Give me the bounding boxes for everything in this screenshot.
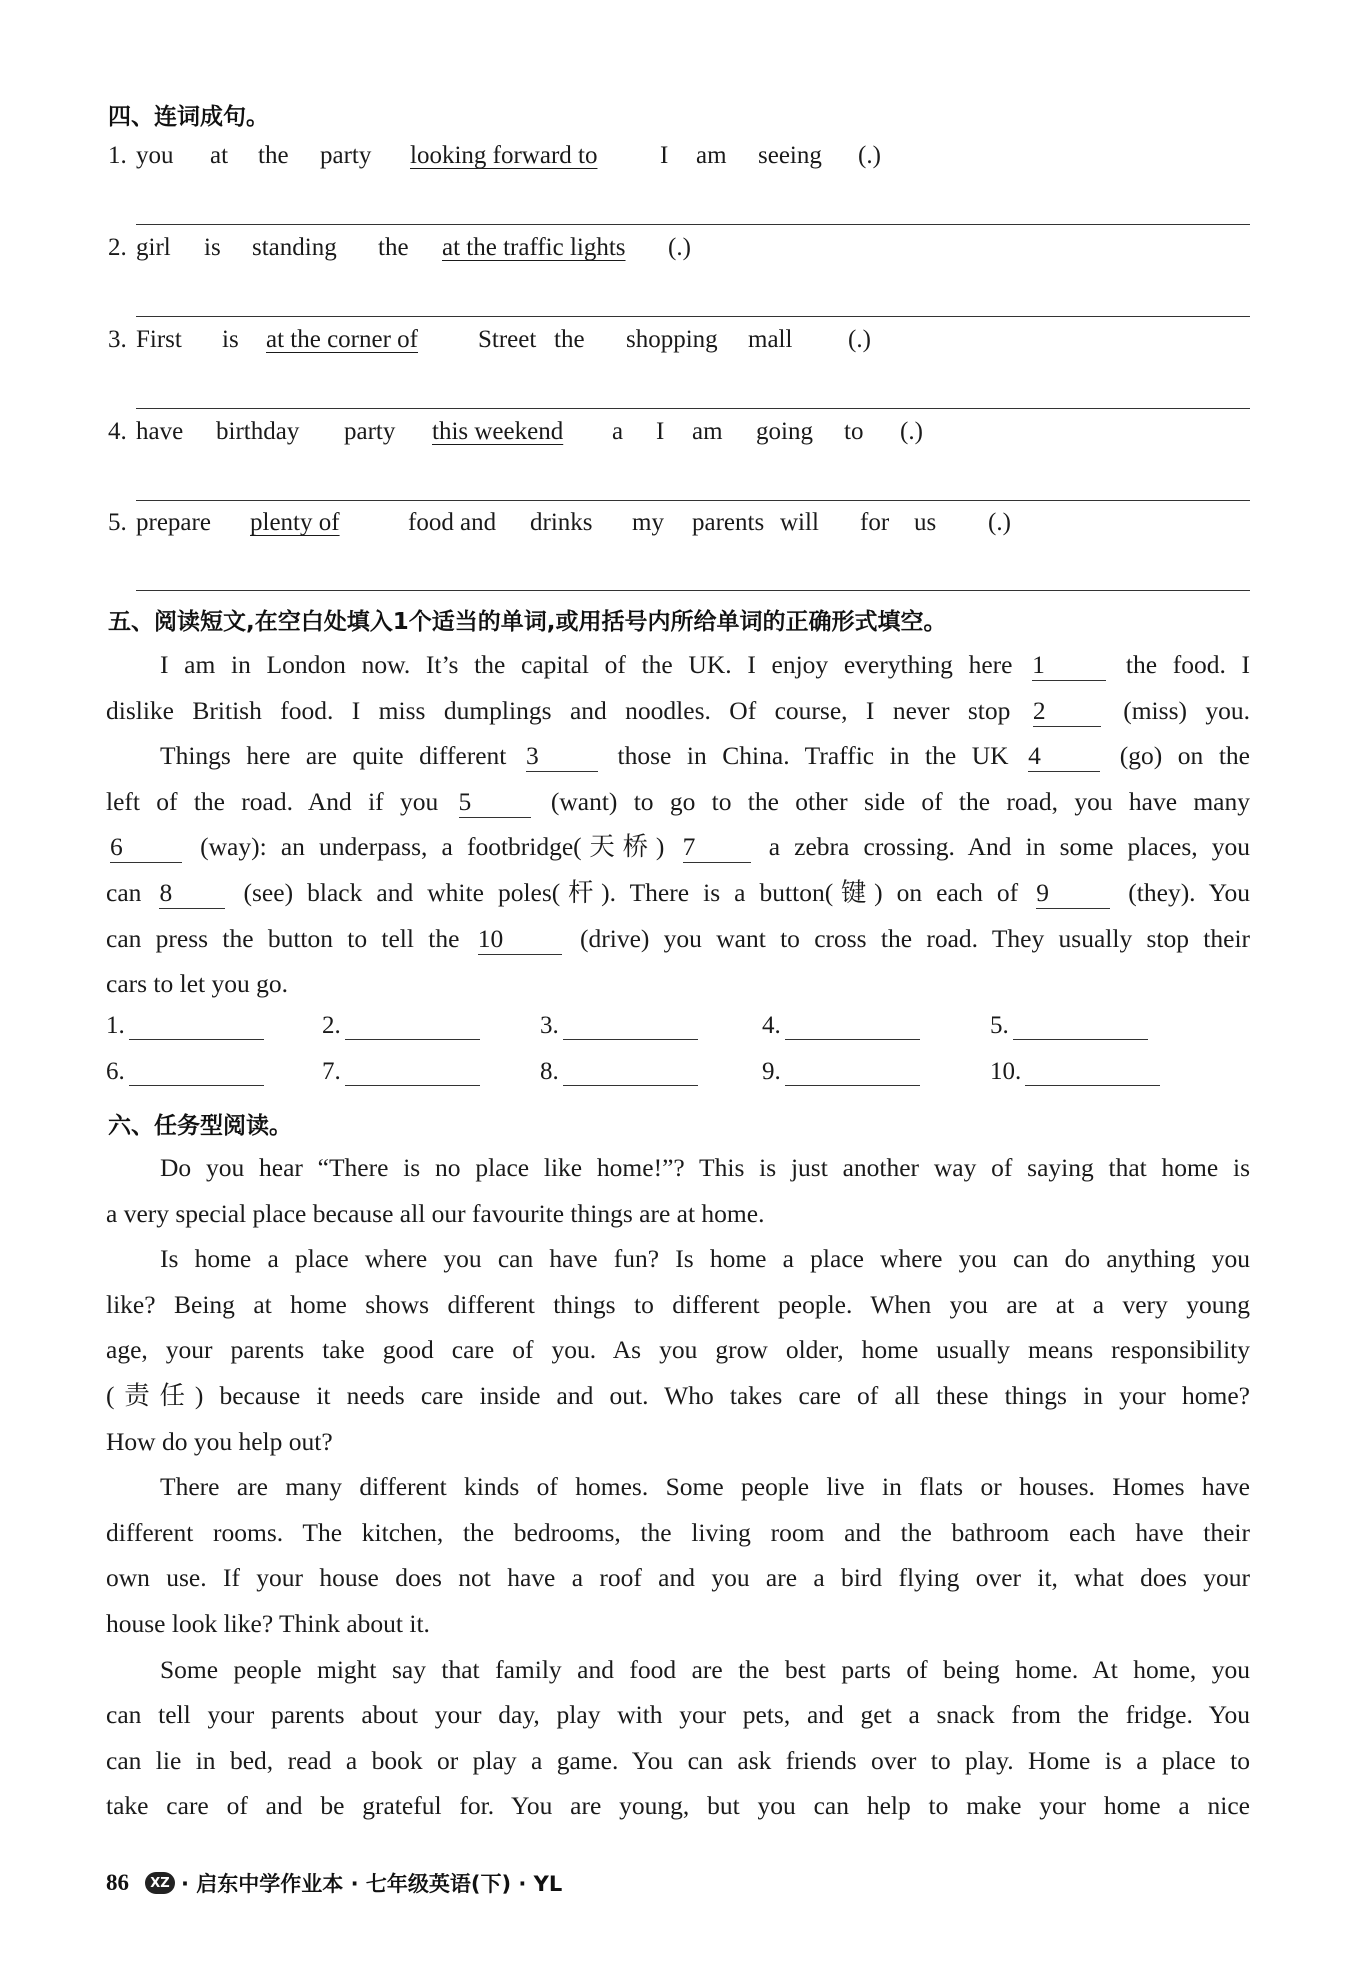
numbered-blank: 3 xyxy=(526,741,598,772)
answer-blank-line[interactable] xyxy=(345,1060,480,1086)
underlined-phrase: at the traffic lights xyxy=(442,234,626,261)
answer-label: 8. xyxy=(540,1058,559,1085)
passage-text: (see) black and white poles(杆). There is a button(键) on each of xyxy=(243,877,1019,907)
word-chip: for xyxy=(860,509,890,536)
answer-label: 10. xyxy=(990,1058,1022,1085)
numbered-blank: 2 xyxy=(1033,696,1101,727)
page-number: 86 xyxy=(106,1870,129,1895)
word-chip: mall xyxy=(748,326,793,353)
answer-blank-line[interactable] xyxy=(129,1014,264,1040)
word-chip: the xyxy=(378,234,409,261)
numbered-blank: 8 xyxy=(159,878,225,909)
word-chip: (.) xyxy=(668,234,691,261)
passage-text: cars to let you go. xyxy=(106,969,288,999)
answer-label: 3. xyxy=(540,1012,559,1039)
answer-line[interactable] xyxy=(136,316,1250,317)
answer-blank-line[interactable] xyxy=(563,1060,698,1086)
answer-blank-line[interactable] xyxy=(1013,1014,1148,1040)
word-chip: the xyxy=(554,326,585,353)
answer-slot xyxy=(990,1012,1148,1040)
section6-heading: 六、任务型阅读。 xyxy=(108,1113,292,1139)
passage-line xyxy=(106,779,1250,825)
numbered-blank: 6 xyxy=(110,832,182,863)
answer-blank-line[interactable] xyxy=(563,1014,698,1040)
answer-label: 1. xyxy=(106,1012,125,1039)
answer-slot xyxy=(990,1058,1160,1086)
question-number: 2. xyxy=(108,234,127,261)
numbered-blank: 4 xyxy=(1028,741,1100,772)
question-row xyxy=(108,142,1250,182)
passage-text: those in China. Traffic in the UK xyxy=(617,741,1009,771)
numbered-blank: 7 xyxy=(683,832,751,863)
passage-line: like? Being at home shows different things to different people. When you are at a very young xyxy=(106,1289,1250,1319)
word-chip: us xyxy=(914,509,937,536)
answer-blank-line[interactable] xyxy=(1025,1060,1160,1086)
passage-line: There are many different kinds of homes. Some people live in flats or houses. Homes have xyxy=(160,1472,1250,1502)
word-chip: birthday xyxy=(216,418,300,445)
word-chip: will xyxy=(780,509,819,536)
answer-line[interactable] xyxy=(136,408,1250,409)
word-chip: parents xyxy=(692,509,765,536)
underlined-phrase: plenty of xyxy=(250,509,340,536)
word-chip: and xyxy=(460,509,497,536)
publisher-logo-icon: XZ xyxy=(145,1872,175,1894)
question-row xyxy=(108,326,1250,366)
numbered-blank: 10 xyxy=(478,924,562,955)
passage-line xyxy=(106,961,1250,1007)
passage-text: the food. I xyxy=(1125,650,1251,679)
word-chip: I xyxy=(656,418,665,445)
passage-line xyxy=(106,733,1250,779)
word-chip: seeing xyxy=(758,142,822,169)
word-chip: am xyxy=(696,142,727,169)
passage-line: How do you help out? xyxy=(106,1426,333,1456)
passage-line: house look like? Think about it. xyxy=(106,1608,430,1638)
word-chip: food xyxy=(408,509,454,536)
passage-text: I am in London now. It’s the capital of the UK. I enjoy everything here xyxy=(160,650,1013,679)
answer-label: 5. xyxy=(990,1012,1009,1039)
answer-slot xyxy=(540,1012,698,1040)
underlined-phrase: at the corner of xyxy=(266,326,419,353)
section5-passage xyxy=(106,642,1250,1007)
question-row xyxy=(108,418,1250,458)
passage-line: Is home a place where you can have fun? Is home a place where you can do anything you xyxy=(160,1244,1250,1274)
numbered-blank: 5 xyxy=(459,787,531,818)
question-number: 1. xyxy=(108,142,127,169)
answer-label: 7. xyxy=(322,1058,341,1085)
numbered-blank: 1 xyxy=(1032,650,1106,681)
word-chip: to xyxy=(844,418,864,445)
section4-heading: 四、连词成句。 xyxy=(108,104,269,130)
section6-passage xyxy=(106,1145,1250,1829)
answer-slot xyxy=(106,1058,264,1086)
question-number: 3. xyxy=(108,326,127,353)
word-chip: standing xyxy=(252,234,337,261)
word-chip: party xyxy=(344,418,396,445)
passage-line xyxy=(106,642,1250,688)
question-row xyxy=(108,509,1250,549)
word-chip: you xyxy=(136,142,174,169)
book-title: · 启东中学作业本 · 七年级英语(下) · YL xyxy=(181,1872,563,1896)
word-chip: have xyxy=(136,418,184,445)
underlined-phrase: looking forward to xyxy=(410,142,598,169)
passage-line: Do you hear “There is no place like home!”? This is just another way of saying that home is xyxy=(160,1153,1250,1182)
passage-line: can tell your parents about your day, play with your pets, and get a snack from the fridge. You xyxy=(106,1700,1250,1730)
question-row xyxy=(108,234,1250,274)
word-chip: (.) xyxy=(900,418,923,445)
word-chip: the xyxy=(258,142,289,169)
answer-blank-line[interactable] xyxy=(129,1060,264,1086)
passage-line xyxy=(106,870,1250,916)
page-footer xyxy=(106,1868,562,1898)
answer-line[interactable] xyxy=(136,224,1250,225)
answer-slot xyxy=(762,1058,920,1086)
underlined-phrase: this weekend xyxy=(432,418,564,445)
word-chip: is xyxy=(204,234,221,261)
answer-slot xyxy=(322,1058,480,1086)
word-chip: Street xyxy=(478,326,537,353)
word-chip: my xyxy=(632,509,664,536)
passage-line xyxy=(106,688,1250,734)
answer-slot xyxy=(106,1012,264,1040)
answer-label: 2. xyxy=(322,1012,341,1039)
answer-blank-line[interactable] xyxy=(345,1014,480,1040)
word-chip: shopping xyxy=(626,326,718,353)
passage-text: left of the road. And if you xyxy=(106,786,439,816)
passage-text: (want) to go to the other side of the road, you have many xyxy=(550,786,1250,816)
answer-label: 6. xyxy=(106,1058,125,1085)
question-number: 5. xyxy=(108,509,127,536)
answer-label: 9. xyxy=(762,1058,781,1085)
passage-text: a zebra crossing. And in some places, you xyxy=(768,832,1251,862)
passage-line: can lie in bed, read a book or play a game. You can ask friends over to play. Home is a place to xyxy=(106,1745,1250,1775)
passage-line xyxy=(106,824,1250,870)
passage-line: take care of and be grateful for. You are young, but you can help to make your home a nice xyxy=(106,1791,1250,1821)
word-chip: going xyxy=(756,418,813,445)
word-chip: I xyxy=(660,142,669,169)
passage-line: a very special place because all our favourite things are at home. xyxy=(106,1198,765,1228)
answer-slot xyxy=(762,1012,920,1040)
passage-line: different rooms. The kitchen, the bedrooms, the living room and the bathroom each have their xyxy=(106,1517,1250,1547)
word-chip: drinks xyxy=(530,509,593,536)
passage-line xyxy=(106,916,1250,962)
passage-text: dislike British food. I miss dumplings and noodles. Of course, I never stop xyxy=(106,695,1011,725)
word-chip: First xyxy=(136,326,182,353)
passage-text: (go) on the xyxy=(1119,741,1250,771)
word-chip: party xyxy=(320,142,372,169)
passage-text: (they). You xyxy=(1128,877,1251,907)
answer-slot xyxy=(540,1058,698,1086)
passage-text: (way): an underpass, a footbridge(天桥) xyxy=(200,832,665,862)
word-chip: am xyxy=(692,418,723,445)
answer-slot xyxy=(322,1012,480,1040)
passage-text: Things here are quite different xyxy=(160,741,507,771)
word-chip: (.) xyxy=(988,509,1011,536)
section5-heading: 五、阅读短文,在空白处填入1个适当的单词,或用括号内所给单词的正确形式填空。 xyxy=(108,609,947,635)
word-chip: a xyxy=(612,418,624,445)
answer-line[interactable] xyxy=(136,500,1250,501)
passage-line: age, your parents take good care of you. As you grow older, home usually means responsibility xyxy=(106,1335,1250,1365)
answer-blank-line[interactable] xyxy=(785,1060,920,1086)
word-chip: (.) xyxy=(858,142,881,169)
passage-line: own use. If your house does not have a roof and you are a bird flying over it, what does your xyxy=(106,1563,1250,1593)
passage-text: (drive) you want to cross the road. They usually stop their xyxy=(580,923,1251,953)
word-chip: girl xyxy=(136,234,171,261)
word-chip: at xyxy=(210,142,229,169)
answer-line[interactable] xyxy=(136,590,1250,591)
question-number: 4. xyxy=(108,418,127,445)
passage-text: (miss) you. xyxy=(1123,695,1251,725)
passage-text: can xyxy=(106,877,142,907)
answer-label: 4. xyxy=(762,1012,781,1039)
answer-blank-line[interactable] xyxy=(785,1014,920,1040)
word-chip: (.) xyxy=(848,326,871,353)
word-chip: prepare xyxy=(136,509,211,536)
passage-line: Some people might say that family and food are the best parts of being home. At home, you xyxy=(160,1654,1250,1684)
word-chip: is xyxy=(222,326,239,353)
numbered-blank: 9 xyxy=(1036,878,1110,909)
passage-line: (责任) because it needs care inside and out. Who takes care of all these things in your home? xyxy=(106,1380,1250,1410)
passage-text: can press the button to tell the xyxy=(106,923,460,953)
